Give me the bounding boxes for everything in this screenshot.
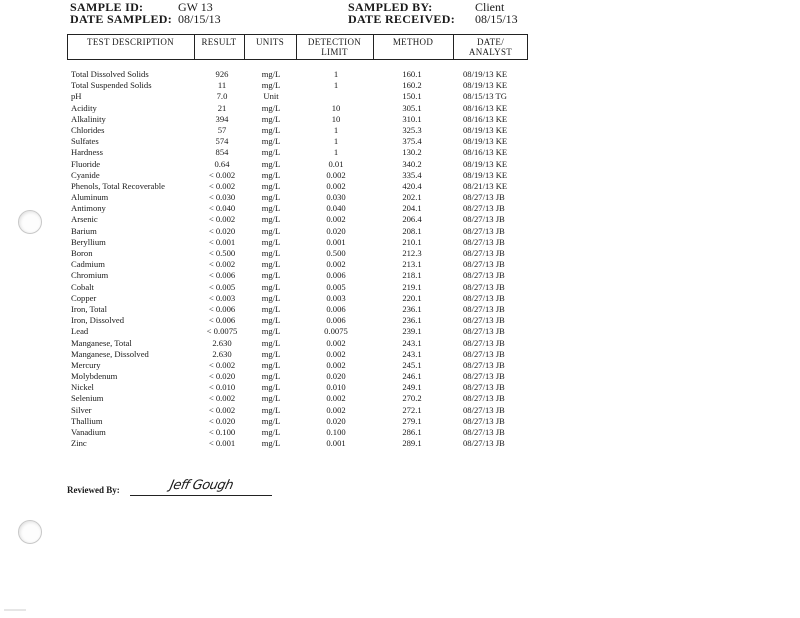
cell-detection-limit: 0.01 [328, 158, 344, 169]
cell-detection-limit: 0.100 [326, 427, 346, 437]
cell-result: < 0.040 [208, 203, 236, 214]
cell-units: mg/L [261, 281, 281, 292]
cell-method: 279.1 [402, 415, 422, 426]
cell-units: mg/L [261, 158, 281, 169]
cell-units: mg/L [261, 404, 281, 415]
cell-result: < 0.006 [208, 303, 236, 314]
cell-result: < 0.001 [208, 236, 236, 247]
cell-units: mg/L [261, 292, 281, 303]
cell-date-analyst: 08/19/13 KE [463, 69, 508, 79]
cell-test-description: Hardness [71, 147, 103, 158]
cell-detection-limit: 0.002 [326, 393, 346, 404]
cell-detection-limit: 1 [333, 124, 339, 135]
cell-test-description: Total Suspended Solids [71, 80, 152, 91]
cell-result: 854 [215, 147, 229, 158]
table-row [0, 427, 540, 438]
cell-detection-limit: 0.030 [326, 192, 346, 203]
cell-result: < 0.100 [208, 427, 236, 437]
cell-detection-limit: 0.006 [326, 270, 346, 281]
cell-test-description: Antimony [71, 203, 106, 214]
table-row [0, 125, 540, 136]
table-row [0, 192, 540, 203]
cell-test-description: Sulfates [71, 136, 99, 147]
cell-method: 325.3 [402, 124, 422, 135]
cell-test-description: Acidity [71, 102, 97, 113]
table-row [0, 170, 540, 181]
cell-date-analyst: 08/21/13 KE [463, 180, 508, 191]
cell-date-analyst: 08/27/13 JB [463, 326, 505, 337]
cell-test-description: Iron, Total [71, 303, 107, 314]
cell-result: < 0.020 [208, 415, 236, 426]
cell-result: < 0.0075 [206, 326, 238, 337]
cell-test-description: Nickel [71, 382, 94, 393]
cell-test-description: Silver [71, 404, 92, 415]
punch-hole-icon [18, 520, 42, 544]
cell-units: mg/L [261, 303, 281, 314]
cell-test-description: Fluoride [71, 158, 101, 169]
col-header-detection-limit [296, 37, 373, 57]
sample-id-label: SAMPLE ID: [70, 0, 144, 14]
cell-detection-limit: 0.005 [326, 281, 346, 292]
cell-detection-limit: 0.020 [326, 225, 346, 236]
cell-units: mg/L [261, 147, 281, 158]
cell-units: mg/L [261, 214, 281, 225]
cell-detection-limit: 0.0075 [324, 326, 348, 337]
cell-result: 394 [215, 113, 229, 124]
cell-test-description: pH [71, 91, 82, 102]
cell-method: 150.1 [402, 91, 422, 102]
cell-test-description: Thallium [71, 415, 103, 426]
cell-method: 202.1 [402, 192, 422, 203]
date-sampled-label: DATE SAMPLED: [70, 12, 173, 26]
cell-test-description: Alkalinity [71, 113, 106, 124]
table-row [0, 226, 540, 237]
table-row [0, 405, 540, 416]
cell-detection-limit: 0.500 [326, 248, 346, 258]
cell-result: 21 [217, 102, 227, 113]
table-row [0, 69, 540, 80]
cell-method: 204.1 [402, 203, 422, 214]
cell-test-description: Phenols, Total Recoverable [71, 180, 165, 191]
cell-date-analyst: 08/27/13 JB [463, 281, 505, 292]
cell-method: 420.4 [402, 180, 422, 191]
cell-result: < 0.020 [208, 371, 236, 382]
table-row [0, 326, 540, 337]
table-row [0, 416, 540, 427]
cell-method: 375.4 [402, 136, 422, 147]
cell-units: mg/L [261, 203, 281, 214]
cell-units: mg/L [261, 359, 281, 370]
cell-detection-limit: 0.006 [326, 315, 346, 326]
cell-method: 249.1 [402, 382, 422, 393]
cell-units: Unit [263, 91, 279, 102]
cell-units: mg/L [261, 415, 281, 426]
table-row [0, 80, 540, 91]
col-header-limit: LIMIT [321, 47, 348, 57]
cell-result: < 0.005 [208, 281, 236, 292]
cell-detection-limit: 0.001 [326, 438, 346, 449]
cell-detection-limit: 0.001 [326, 236, 346, 247]
cell-method: 160.1 [402, 69, 422, 79]
table-row [0, 282, 540, 293]
reviewer-signature: Jeff Gough [168, 478, 235, 493]
table-row [0, 259, 540, 270]
cell-units: mg/L [261, 326, 281, 337]
cell-method: 220.1 [402, 292, 422, 303]
cell-units: mg/L [261, 180, 281, 191]
sampled-by-value: Client [475, 0, 505, 14]
cell-date-analyst: 08/27/13 JB [463, 393, 505, 404]
cell-detection-limit: 10 [331, 113, 341, 124]
reviewed-by-label: Reviewed By: [67, 485, 120, 495]
cell-test-description: Manganese, Total [71, 337, 132, 348]
col-header-date-analyst [453, 37, 528, 57]
cell-units: mg/L [261, 438, 281, 449]
date-received-value: 08/15/13 [475, 12, 518, 26]
cell-date-analyst: 08/27/13 JB [463, 259, 505, 270]
cell-date-analyst: 08/27/13 JB [463, 225, 505, 236]
cell-date-analyst: 08/27/13 JB [463, 192, 505, 203]
cell-result: < 0.002 [208, 393, 236, 404]
cell-units: mg/L [261, 248, 281, 258]
cell-units: mg/L [261, 427, 281, 437]
cell-test-description: Aluminum [71, 192, 109, 203]
cell-detection-limit: 0.010 [326, 382, 346, 393]
cell-date-analyst: 08/27/13 JB [463, 292, 505, 303]
col-header-detection: DETECTION [307, 37, 362, 47]
cell-test-description: Cobalt [71, 281, 94, 292]
cell-date-analyst: 08/16/13 KE [463, 113, 508, 124]
cell-date-analyst: 08/27/13 JB [463, 404, 505, 415]
cell-units: mg/L [261, 113, 281, 124]
cell-test-description: Vanadium [71, 427, 106, 437]
cell-method: 245.1 [402, 359, 422, 370]
cell-test-description: Cyanide [71, 169, 100, 180]
cell-detection-limit: 0.002 [326, 359, 346, 370]
date-sampled-value: 08/15/13 [178, 12, 221, 26]
cell-units: mg/L [261, 236, 281, 247]
cell-test-description: Beryllium [71, 236, 106, 247]
cell-units: mg/L [261, 348, 281, 359]
cell-method: 310.1 [402, 113, 422, 124]
cell-date-analyst: 08/16/13 KE [463, 102, 508, 113]
table-row [0, 304, 540, 315]
cell-detection-limit: 0.002 [326, 337, 346, 348]
cell-units: mg/L [261, 69, 281, 79]
cell-result: < 0.006 [208, 315, 236, 326]
cell-units: mg/L [261, 259, 281, 270]
cell-method: 210.1 [402, 236, 422, 247]
cell-test-description: Lead [71, 326, 89, 337]
cell-method: 272.1 [402, 404, 422, 415]
cell-result: < 0.002 [208, 259, 236, 270]
cell-date-analyst: 08/27/13 JB [463, 348, 505, 359]
sampled-by-label: SAMPLED BY: [348, 0, 433, 14]
table-row [0, 114, 540, 125]
cell-detection-limit: 0.020 [326, 371, 346, 382]
cell-test-description: Boron [71, 248, 93, 258]
cell-date-analyst: 08/19/13 KE [463, 136, 508, 147]
cell-method: 160.2 [402, 80, 422, 91]
cell-units: mg/L [261, 169, 281, 180]
cell-test-description: Barium [71, 225, 97, 236]
cell-result: < 0.002 [208, 359, 236, 370]
table-row [0, 349, 540, 360]
cell-method: 236.1 [402, 315, 422, 326]
cell-method: 246.1 [402, 371, 422, 382]
cell-units: mg/L [261, 136, 281, 147]
cell-date-analyst: 08/19/13 KE [463, 158, 508, 169]
cell-date-analyst: 08/15/13 TG [463, 91, 508, 102]
col-header-test-description: TEST DESCRIPTION [87, 37, 174, 47]
cell-result: 11 [217, 80, 227, 91]
table-row [0, 147, 540, 158]
cell-detection-limit: 0.006 [326, 303, 346, 314]
sample-id-value: GW 13 [178, 0, 213, 14]
cell-result: 926 [215, 69, 229, 79]
cell-method: 218.1 [402, 270, 422, 281]
cell-date-analyst: 08/27/13 JB [463, 248, 505, 258]
cell-date-analyst: 08/19/13 KE [463, 169, 508, 180]
table-row [0, 203, 540, 214]
cell-method: 289.1 [402, 438, 422, 449]
table-row [0, 214, 540, 225]
cell-test-description: Total Dissolved Solids [71, 69, 149, 79]
cell-method: 212.3 [402, 248, 422, 258]
cell-detection-limit: 0.003 [326, 292, 346, 303]
cell-units: mg/L [261, 270, 281, 281]
cell-test-description: Cadmium [71, 259, 105, 270]
cell-result: < 0.002 [208, 214, 236, 225]
cell-detection-limit: 0.020 [326, 415, 346, 426]
cell-test-description: Manganese, Dissolved [71, 348, 149, 359]
cell-units: mg/L [261, 80, 281, 91]
cell-detection-limit: 1 [333, 80, 339, 91]
cell-method: 236.1 [402, 303, 422, 314]
cell-result: < 0.020 [208, 225, 236, 236]
cell-detection-limit: 0.002 [326, 259, 346, 270]
cell-detection-limit: 0.040 [326, 203, 346, 214]
table-row [0, 103, 540, 114]
cell-method: 270.2 [402, 393, 422, 404]
table-row [0, 315, 540, 326]
cell-method: 239.1 [402, 326, 422, 337]
cell-result: < 0.030 [208, 192, 236, 203]
table-row [0, 181, 540, 192]
cell-result: 574 [215, 136, 229, 147]
cell-method: 219.1 [402, 281, 422, 292]
cell-date-analyst: 08/27/13 JB [463, 427, 505, 437]
cell-result: < 0.500 [208, 248, 236, 258]
cell-result: 57 [217, 124, 227, 135]
cell-date-analyst: 08/27/13 JB [463, 236, 505, 247]
cell-date-analyst: 08/27/13 JB [463, 270, 505, 281]
table-row [0, 91, 540, 102]
cell-method: 243.1 [402, 337, 422, 348]
cell-test-description: Selenium [71, 393, 104, 404]
table-row [0, 237, 540, 248]
cell-test-description: Iron, Dissolved [71, 315, 124, 326]
cell-date-analyst: 08/27/13 JB [463, 203, 505, 214]
cell-detection-limit: 0.002 [326, 214, 346, 225]
col-header-units: UNITS [256, 37, 284, 47]
cell-date-analyst: 08/27/13 JB [463, 438, 505, 449]
cell-units: mg/L [261, 371, 281, 382]
results-table-body [0, 69, 540, 449]
signature-line [130, 495, 272, 496]
cell-test-description: Chlorides [71, 124, 105, 135]
cell-result: 0.64 [214, 158, 230, 169]
col-header-date: DATE/ [477, 37, 504, 47]
cell-date-analyst: 08/19/13 KE [463, 80, 508, 91]
table-row [0, 371, 540, 382]
table-row [0, 248, 540, 259]
cell-date-analyst: 08/27/13 JB [463, 371, 505, 382]
cell-result: < 0.010 [208, 382, 236, 393]
cell-date-analyst: 08/16/13 KE [463, 147, 508, 158]
cell-result: < 0.002 [208, 180, 236, 191]
cell-method: 243.1 [402, 348, 422, 359]
table-row [0, 338, 540, 349]
cell-method: 206.4 [402, 214, 422, 225]
cell-test-description: Molybdenum [71, 371, 118, 382]
cell-detection-limit: 0.002 [326, 180, 346, 191]
cell-date-analyst: 08/27/13 JB [463, 337, 505, 348]
date-received-label: DATE RECEIVED: [348, 12, 455, 26]
cell-units: mg/L [261, 225, 281, 236]
cell-result: < 0.002 [208, 169, 236, 180]
cell-result: 2.630 [212, 337, 232, 348]
cell-result: < 0.003 [208, 292, 236, 303]
table-row [0, 393, 540, 404]
cell-date-analyst: 08/27/13 JB [463, 303, 505, 314]
cell-units: mg/L [261, 315, 281, 326]
cell-test-description: Chromium [71, 270, 109, 281]
table-row [0, 270, 540, 281]
cell-method: 213.1 [402, 259, 422, 270]
table-row [0, 438, 540, 449]
cell-result: < 0.001 [208, 438, 236, 449]
cell-units: mg/L [261, 124, 281, 135]
cell-date-analyst: 08/27/13 JB [463, 315, 505, 326]
cell-detection-limit: 0.002 [326, 169, 346, 180]
cell-date-analyst: 08/27/13 JB [463, 214, 505, 225]
cell-date-analyst: 08/27/13 JB [463, 415, 505, 426]
cell-method: 130.2 [402, 147, 422, 158]
cell-units: mg/L [261, 337, 281, 348]
col-header-result: RESULT [201, 37, 237, 47]
cell-date-analyst: 08/19/13 KE [463, 124, 508, 135]
table-row [0, 360, 540, 371]
table-row [0, 382, 540, 393]
cell-result: < 0.006 [208, 270, 236, 281]
cell-date-analyst: 08/27/13 JB [463, 382, 505, 393]
table-row [0, 136, 540, 147]
cell-detection-limit: 1 [333, 69, 339, 79]
cell-units: mg/L [261, 192, 281, 203]
col-header-method: METHOD [392, 37, 434, 47]
table-row [0, 159, 540, 170]
table-row [0, 293, 540, 304]
cell-detection-limit: 0.002 [326, 348, 346, 359]
cell-units: mg/L [261, 102, 281, 113]
cell-method: 208.1 [402, 225, 422, 236]
cell-method: 305.1 [402, 102, 422, 113]
cell-test-description: Copper [71, 292, 97, 303]
cell-method: 340.2 [402, 158, 422, 169]
cell-result: < 0.002 [208, 404, 236, 415]
cell-detection-limit: 1 [333, 147, 339, 158]
cell-test-description: Zinc [71, 438, 87, 449]
punch-hole-icon [18, 210, 42, 234]
cell-test-description: Arsenic [71, 214, 98, 225]
scan-edge-mark [4, 609, 26, 611]
col-header-analyst: ANALYST [468, 47, 513, 57]
cell-detection-limit: 10 [331, 102, 341, 113]
cell-units: mg/L [261, 382, 281, 393]
cell-detection-limit: 0.002 [326, 404, 346, 415]
cell-result: 7.0 [216, 91, 228, 102]
cell-method: 286.1 [402, 427, 422, 437]
cell-result: 2.630 [212, 348, 232, 359]
cell-method: 335.4 [402, 169, 422, 180]
cell-units: mg/L [261, 393, 281, 404]
cell-date-analyst: 08/27/13 JB [463, 359, 505, 370]
cell-test-description: Mercury [71, 359, 101, 370]
cell-detection-limit: 1 [333, 136, 339, 147]
